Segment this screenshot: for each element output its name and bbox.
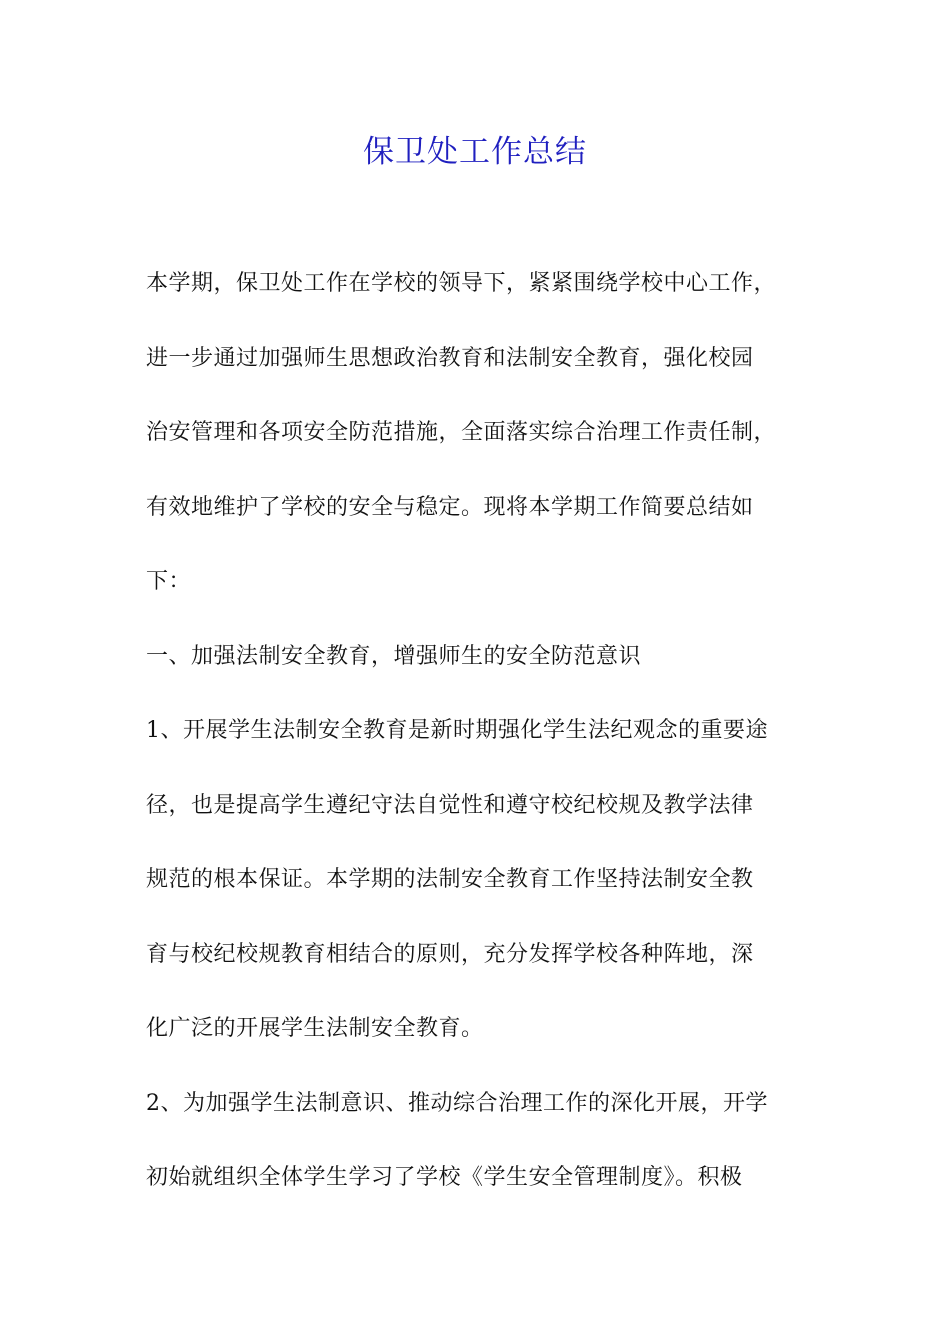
body-line: 化广泛的开展学生法制安全教育。: [146, 1016, 484, 1041]
body-line: 初始就组织全体学生学习了学校《学生安全管理制度》。积极: [146, 1165, 743, 1190]
document-title: 保卫处工作总结: [363, 134, 587, 170]
body-line: 1、开展学生法制安全教育是新时期强化学生法纪观念的重要途: [146, 718, 768, 743]
body-line: 径，也是提高学生遵纪守法自觉性和遵守校纪校规及教学法律: [146, 792, 754, 818]
body-line: 育与校纪校规教育相结合的原则，充分发挥学校各种阵地，深: [146, 941, 754, 967]
body-line: 有效地维护了学校的安全与稳定。现将本学期工作简要总结如: [146, 494, 754, 520]
document-body: [146, 262, 810, 1231]
body-line: 下：: [146, 569, 192, 594]
body-line: 2、为加强学生法制意识、推动综合治理工作的深化开展，开学: [146, 1090, 768, 1116]
body-line: 本学期，保卫处工作在学校的领导下，紧紧围绕学校中心工作，: [146, 271, 777, 296]
body-line: 进一步通过加强师生思想政治教育和法制安全教育，强化校园: [146, 345, 754, 371]
section-heading: 一、加强法制安全教育，增强师生的安全防范意识: [146, 643, 642, 669]
body-line: 规范的根本保证。本学期的法制安全教育工作坚持法制安全教: [146, 867, 754, 892]
body-line: 治安管理和各项安全防范措施，全面落实综合治理工作责任制，: [146, 420, 777, 445]
